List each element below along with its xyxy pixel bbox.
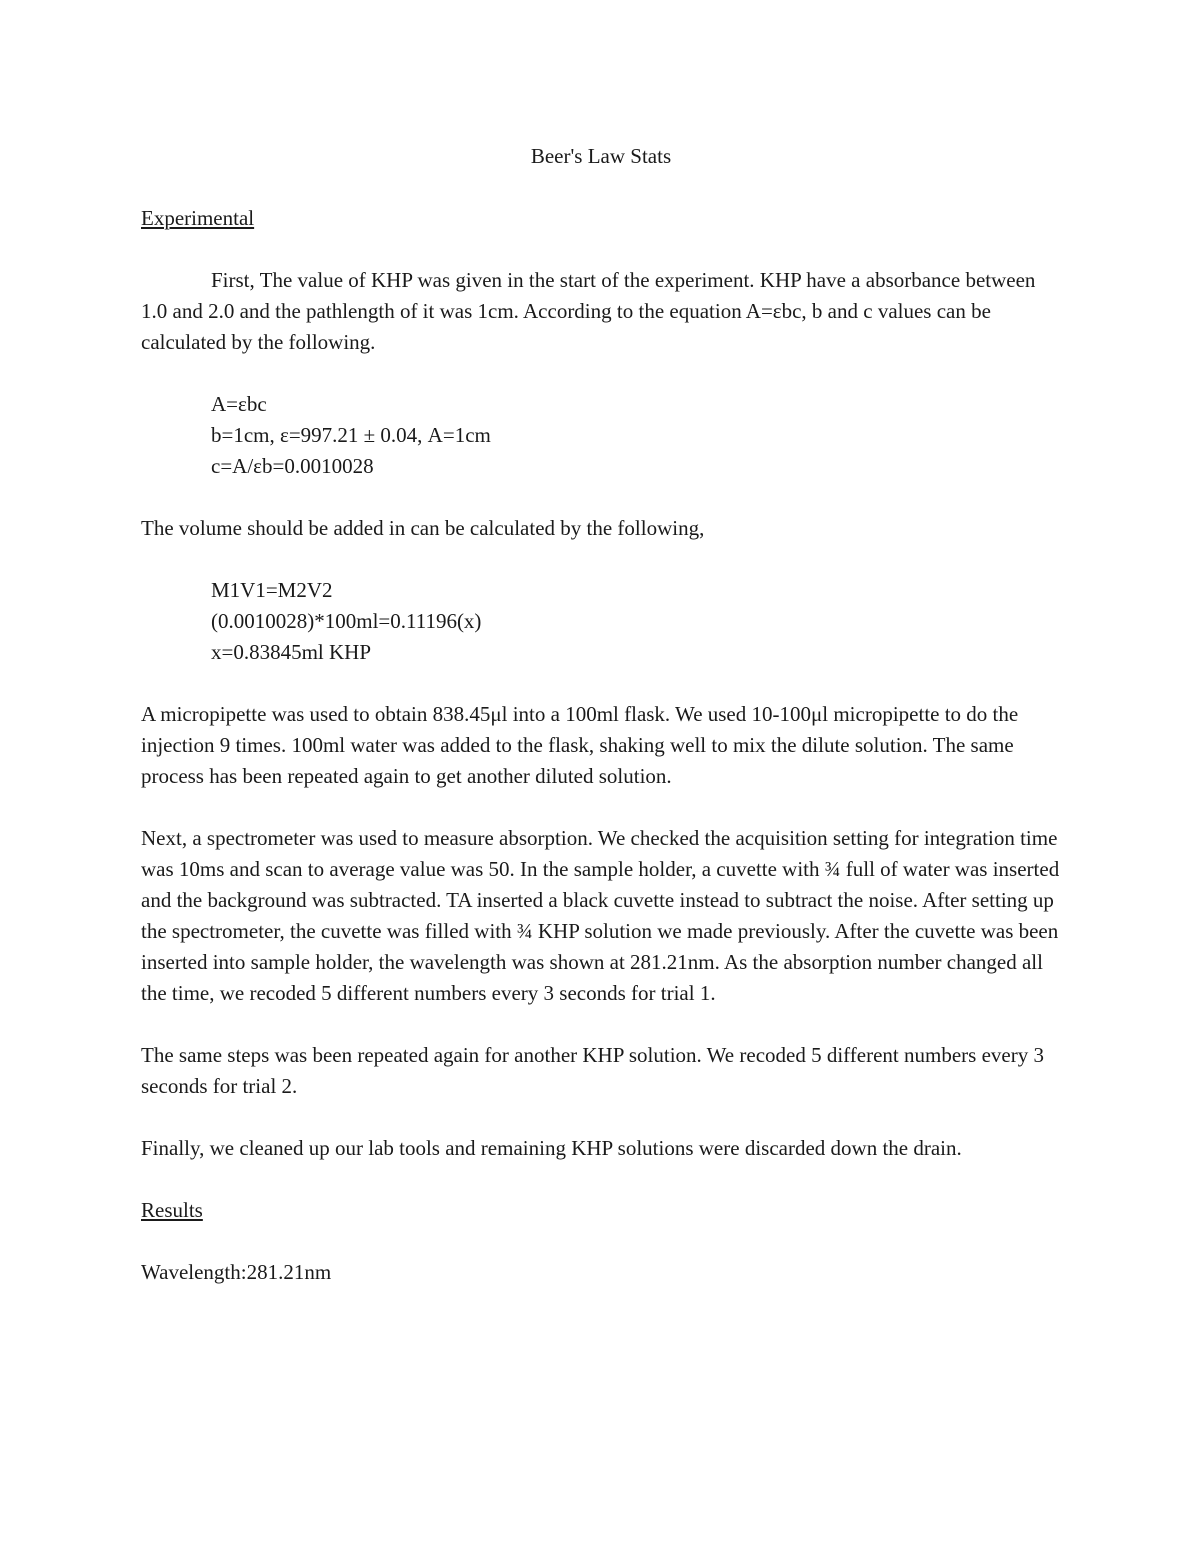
volume-intro-paragraph: The volume should be added in can be calculated by the following, <box>141 516 705 540</box>
experimental-heading: Experimental <box>141 206 255 230</box>
beer-law-equations <box>141 389 1061 482</box>
micropipette-paragraph: A micropipette was used to obtain 838.45μl into a 100ml flask. We used 10-100μl micropipette to do the injection 9 times. 100ml water was added to the flask, shaking well to mix the dilute solution. The same process has been repeated again to get another diluted solution. <box>141 702 1019 788</box>
equation-line: A=εbc <box>211 392 267 416</box>
spectrometer-paragraph: Next, a spectrometer was used to measure absorption. We checked the acquisition setting for integration time was 10ms and scan to average value was 50. In the sample holder, a cuvette with ¾ full of water was inserted and the background was subtracted. TA inserted a black cuvette instead to subtract the noise. After setting up the spectrometer, the cuvette was filled with ¾ KHP solution we made previously. After the cuvette was been inserted into sample holder, the wavelength was shown at 281.21nm. As the absorption number changed all the time, we recoded 5 different numbers every 3 seconds for trial 1. <box>141 826 1060 1005</box>
document-body <box>141 141 1061 1288</box>
spacer <box>141 358 1061 389</box>
dilution-equations <box>141 575 1061 668</box>
spacer <box>141 234 1061 265</box>
results-heading: Results <box>141 1198 203 1222</box>
spacer <box>141 668 1061 699</box>
spacer <box>141 544 1061 575</box>
equation-line: (0.0010028)*100ml=0.11196(x) <box>211 609 482 633</box>
spacer <box>141 1164 1061 1195</box>
equation-line: M1V1=M2V2 <box>211 578 333 602</box>
spacer <box>141 792 1061 823</box>
cleanup-paragraph: Finally, we cleaned up our lab tools and remaining KHP solutions were discarded down the drain. <box>141 1136 962 1160</box>
experimental-intro-paragraph: First, The value of KHP was given in the start of the experiment. KHP have a absorbance between 1.0 and 2.0 and the pathlength of it was 1cm. According to the equation A=εbc, b and c values can be calculated by the following. <box>141 268 1036 354</box>
spacer <box>141 172 1061 203</box>
equation-line: c=A/εb=0.0010028 <box>211 454 374 478</box>
document-title: Beer's Law Stats <box>530 144 672 168</box>
spacer <box>141 1009 1061 1040</box>
spacer <box>141 1102 1061 1133</box>
spacer <box>141 482 1061 513</box>
equation-line: b=1cm, ε=997.21 ± 0.04, A=1cm <box>211 423 491 447</box>
trial2-paragraph: The same steps was been repeated again for another KHP solution. We recoded 5 different numbers every 3 seconds for trial 2. <box>141 1043 1044 1098</box>
equation-line: x=0.83845ml KHP <box>211 640 372 664</box>
spacer <box>141 1226 1061 1257</box>
wavelength-result: Wavelength:281.21nm <box>141 1260 332 1284</box>
